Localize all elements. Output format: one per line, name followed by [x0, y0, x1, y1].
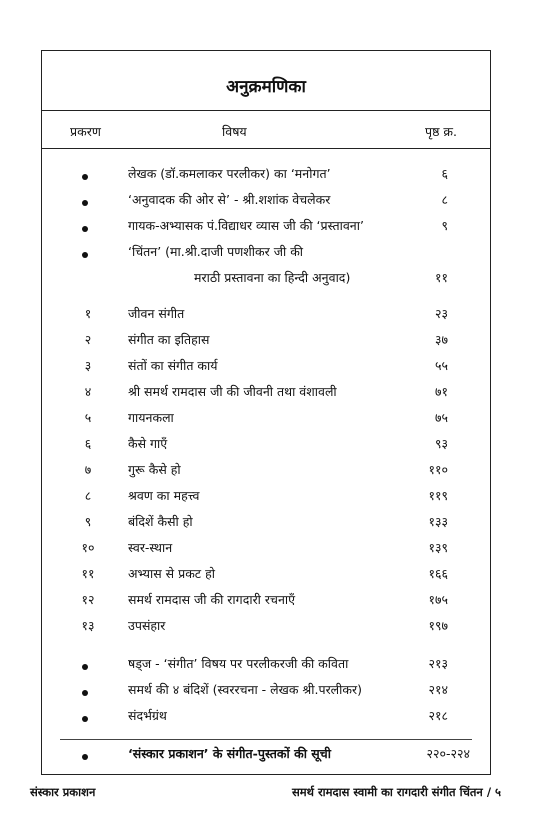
entry-page: ८ — [441, 192, 448, 207]
entry-row — [42, 331, 490, 355]
entry-number: ३ — [84, 358, 92, 373]
entry-title: संदर्भग्रंथ — [128, 708, 167, 723]
entry-page: ६ — [441, 166, 448, 181]
entry-number: ७ — [84, 462, 92, 477]
entry-title: गुरू कैसे हो — [128, 462, 181, 477]
entry-number: ८ — [84, 488, 92, 503]
entry-row — [42, 565, 490, 589]
entry-row — [42, 305, 490, 329]
bullet-icon — [82, 200, 88, 206]
entry-title: षड्ज - ‘संगीत’ विषय पर परलीकरजी की कविता — [128, 656, 349, 671]
entry-row — [42, 191, 490, 215]
entry-row — [42, 165, 490, 189]
entry-row — [42, 655, 490, 679]
entry-page: ९ — [441, 218, 448, 233]
entry-page: २२०-२२४ — [426, 746, 470, 761]
entry-row — [42, 217, 490, 241]
entry-page: २१८ — [428, 708, 448, 723]
entry-number: १३ — [81, 618, 95, 633]
entry-title: ‘अनुवादक की ओर से’ - श्री.शशांक वेचलेकर — [128, 192, 331, 207]
entry-title: समर्थ की ४ बंदिशें (स्वररचना - लेखक श्री.परलीकर) — [128, 682, 362, 697]
bullet-icon — [82, 754, 88, 760]
entry-title: मराठी प्रस्तावना का हिन्दी अनुवाद) — [194, 270, 351, 285]
bullet-icon — [82, 226, 88, 232]
entry-page: १३९ — [428, 540, 448, 555]
entry-number: १२ — [81, 592, 95, 607]
entry-number: ५ — [84, 410, 92, 425]
column-headers — [42, 111, 490, 149]
entry-page: ११० — [428, 462, 448, 477]
entry-title: उपसंहार — [128, 618, 166, 633]
contents-frame — [41, 50, 491, 775]
entry-page: ११ — [434, 270, 448, 285]
page-title: अनुक्रमणिका — [226, 77, 306, 97]
bullet-icon — [82, 664, 88, 670]
entry-title: ‘चिंतन’ (मा.श्री.दाजी पणशीकर जी की — [128, 244, 304, 259]
entry-title: समर्थ रामदास जी की रागदारी रचनाएँ — [128, 592, 296, 607]
entry-title: ‘संस्कार प्रकाशन’ के संगीत-पुस्तकों की सूची — [128, 746, 331, 761]
entry-row — [42, 409, 490, 433]
entry-row — [42, 435, 490, 459]
entry-page: ७१ — [434, 384, 448, 399]
entry-title: बंदिशें कैसी हो — [128, 514, 193, 529]
bullet-icon — [82, 690, 88, 696]
entry-number: ९ — [84, 514, 92, 529]
entry-number: ४ — [84, 384, 92, 399]
entry-page: १६६ — [428, 566, 448, 581]
entry-row — [42, 269, 490, 293]
entry-page: ३७ — [434, 332, 448, 347]
entry-title: कैसे गाएँ — [128, 436, 168, 451]
entry-title: संगीत का इतिहास — [128, 332, 210, 347]
entry-title: जीवन संगीत — [128, 306, 185, 321]
entry-number: १० — [81, 540, 95, 555]
entry-row — [42, 461, 490, 485]
entry-number: ११ — [81, 566, 95, 581]
entry-row — [42, 591, 490, 615]
entry-row — [42, 745, 490, 769]
entry-row — [42, 513, 490, 537]
header-subject: विषय — [222, 124, 247, 139]
bullet-icon — [82, 174, 88, 180]
header-chapter: प्रकरण — [70, 124, 101, 139]
entry-page: ७५ — [434, 410, 448, 425]
entry-number: १ — [84, 306, 92, 321]
entry-title: गायक-अभ्यासक पं.विद्याधर व्यास जी की ‘प्रस्तावना’ — [128, 218, 364, 233]
bullet-icon — [82, 252, 88, 258]
entry-page: २१४ — [428, 682, 448, 697]
entry-row — [42, 243, 490, 267]
entry-title: स्वर-स्थान — [128, 540, 173, 555]
entry-page: ५५ — [434, 358, 448, 373]
entry-row — [42, 383, 490, 407]
footer-publisher: संस्कार प्रकाशन — [30, 785, 96, 799]
entry-title: संतों का संगीत कार्य — [128, 358, 218, 373]
entry-page: ९३ — [434, 436, 448, 451]
entry-page: १९७ — [428, 618, 448, 633]
entry-number: ६ — [84, 436, 92, 451]
entry-title: श्री समर्थ रामदास जी की जीवनी तथा वंशावली — [128, 384, 337, 399]
entry-row — [42, 487, 490, 511]
entry-row — [42, 617, 490, 641]
entry-row — [42, 681, 490, 705]
entry-page: १७५ — [428, 592, 448, 607]
entry-row — [42, 357, 490, 381]
entry-row — [42, 539, 490, 563]
entry-title: लेखक (डॉ.कमलाकर परलीकर) का ‘मनोगत’ — [128, 166, 331, 181]
title-box — [42, 51, 490, 111]
entry-page: ११९ — [428, 488, 448, 503]
footer-book-title: समर्थ रामदास स्वामी का रागदारी संगीत चिंतन / ५ — [291, 785, 501, 799]
entry-title: अभ्यास से प्रकट हो — [128, 566, 215, 581]
entry-title: श्रवण का महत्त्व — [128, 488, 200, 503]
entry-page: २३ — [434, 306, 448, 321]
divider — [60, 739, 472, 740]
entry-row — [42, 707, 490, 731]
entry-page: १३३ — [428, 514, 448, 529]
bullet-icon — [82, 716, 88, 722]
entry-page: २१३ — [428, 656, 448, 671]
entry-title: गायनकला — [128, 410, 174, 425]
header-page: पृष्ठ क्र. — [425, 124, 458, 139]
entry-number: २ — [84, 332, 92, 347]
